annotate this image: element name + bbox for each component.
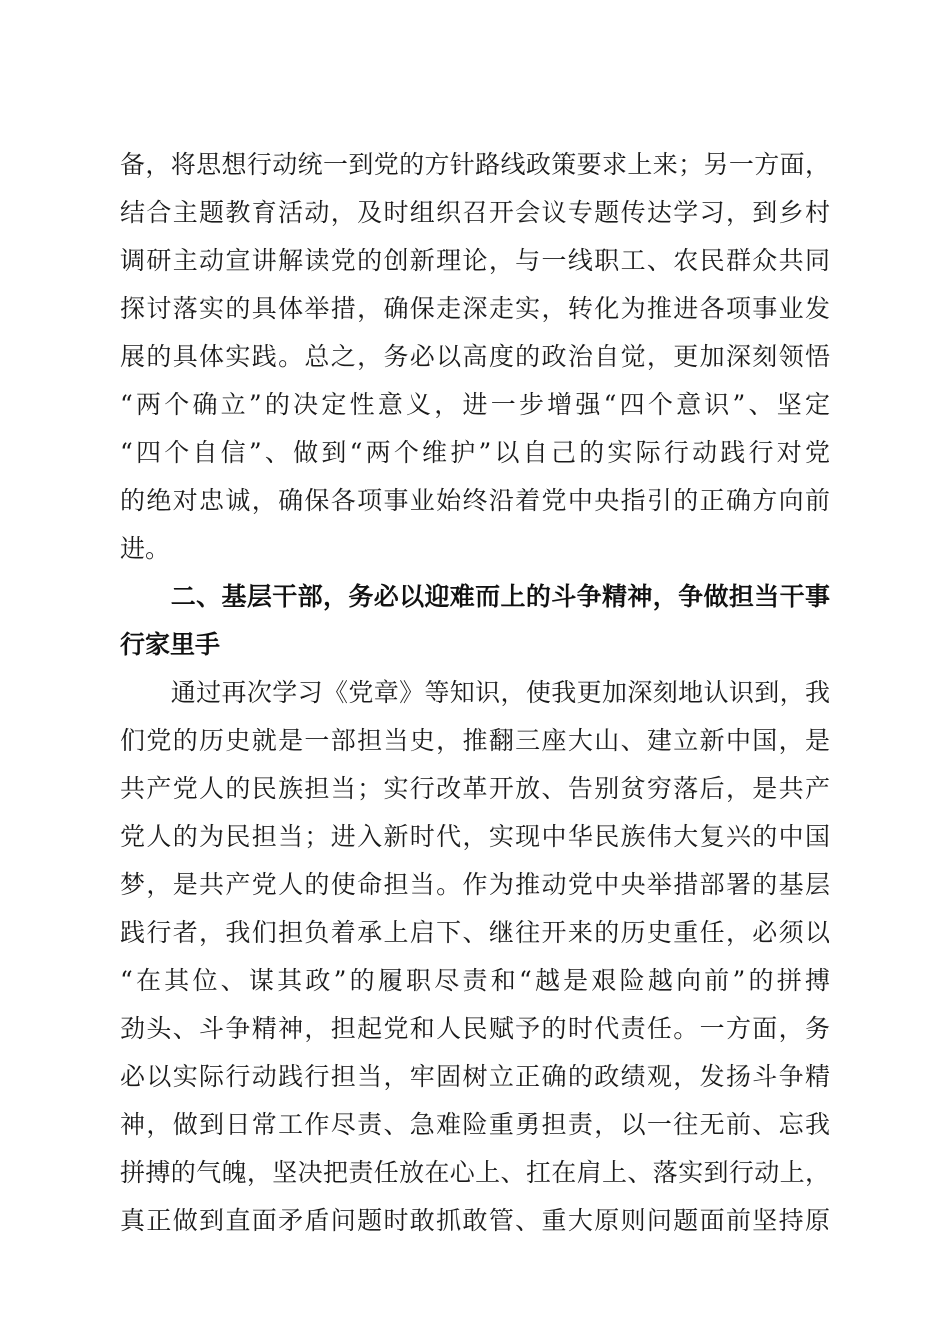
paragraph-2-line: “在其位、谋其政”的履职尽责和“越是艰险越向前”的拼搏 <box>120 966 830 995</box>
paragraph-1-line: 调研主动宣讲解读党的创新理论，与一线职工、农民群众共同 <box>120 246 830 275</box>
paragraph-2-line: 践行者，我们担负着承上启下、继往开来的历史重任，必须以 <box>120 918 830 947</box>
paragraph-1-line: 的绝对忠诚，确保各项事业始终沿着党中央指引的正确方向前 <box>120 486 830 515</box>
paragraph-1-line: “两个确立”的决定性意义，进一步增强“四个意识”、坚定 <box>120 390 830 419</box>
paragraph-2-line: 通过再次学习《党章》等知识，使我更加深刻地认识到，我 <box>120 678 830 707</box>
paragraph-1-line: 探讨落实的具体举措，确保走深走实，转化为推进各项事业发 <box>120 294 830 323</box>
paragraph-1-line: 进。 <box>120 534 171 563</box>
paragraph-2-line: 必以实际行动践行担当，牢固树立正确的政绩观，发扬斗争精 <box>120 1062 830 1091</box>
paragraph-1-line: “四个自信”、做到“两个维护”以自己的实际行动践行对党 <box>120 438 830 467</box>
paragraph-2-line: 梦，是共产党人的使命担当。作为推动党中央举措部署的基层 <box>120 870 830 899</box>
paragraph-1-line: 展的具体实践。总之，务必以高度的政治自觉，更加深刻领悟 <box>120 342 830 371</box>
paragraph-2-line: 党人的为民担当；进入新时代，实现中华民族伟大复兴的中国 <box>120 822 830 851</box>
paragraph-1-line: 结合主题教育活动，及时组织召开会议专题传达学习，到乡村 <box>120 198 830 227</box>
section-heading-line: 行家里手 <box>120 630 221 659</box>
paragraph-1-line: 备，将思想行动统一到党的方针路线政策要求上来；另一方面， <box>120 150 830 179</box>
paragraph-2-line: 拼搏的气魄，坚决把责任放在心上、扛在肩上、落实到行动上， <box>120 1158 830 1187</box>
section-heading-line: 二、基层干部，务必以迎难而上的斗争精神，争做担当干事 <box>120 582 830 611</box>
paragraph-2-line: 真正做到直面矛盾问题时敢抓敢管、重大原则问题面前坚持原 <box>120 1206 830 1235</box>
paragraph-2-line: 共产党人的民族担当；实行改革开放、告别贫穷落后，是共产 <box>120 774 830 803</box>
paragraph-2-line: 劲头、斗争精神，担起党和人民赋予的时代责任。一方面，务 <box>120 1014 830 1043</box>
paragraph-2-line: 神，做到日常工作尽责、急难险重勇担责，以一往无前、忘我 <box>120 1110 830 1139</box>
paragraph-2-line: 们党的历史就是一部担当史，推翻三座大山、建立新中国，是 <box>120 726 830 755</box>
